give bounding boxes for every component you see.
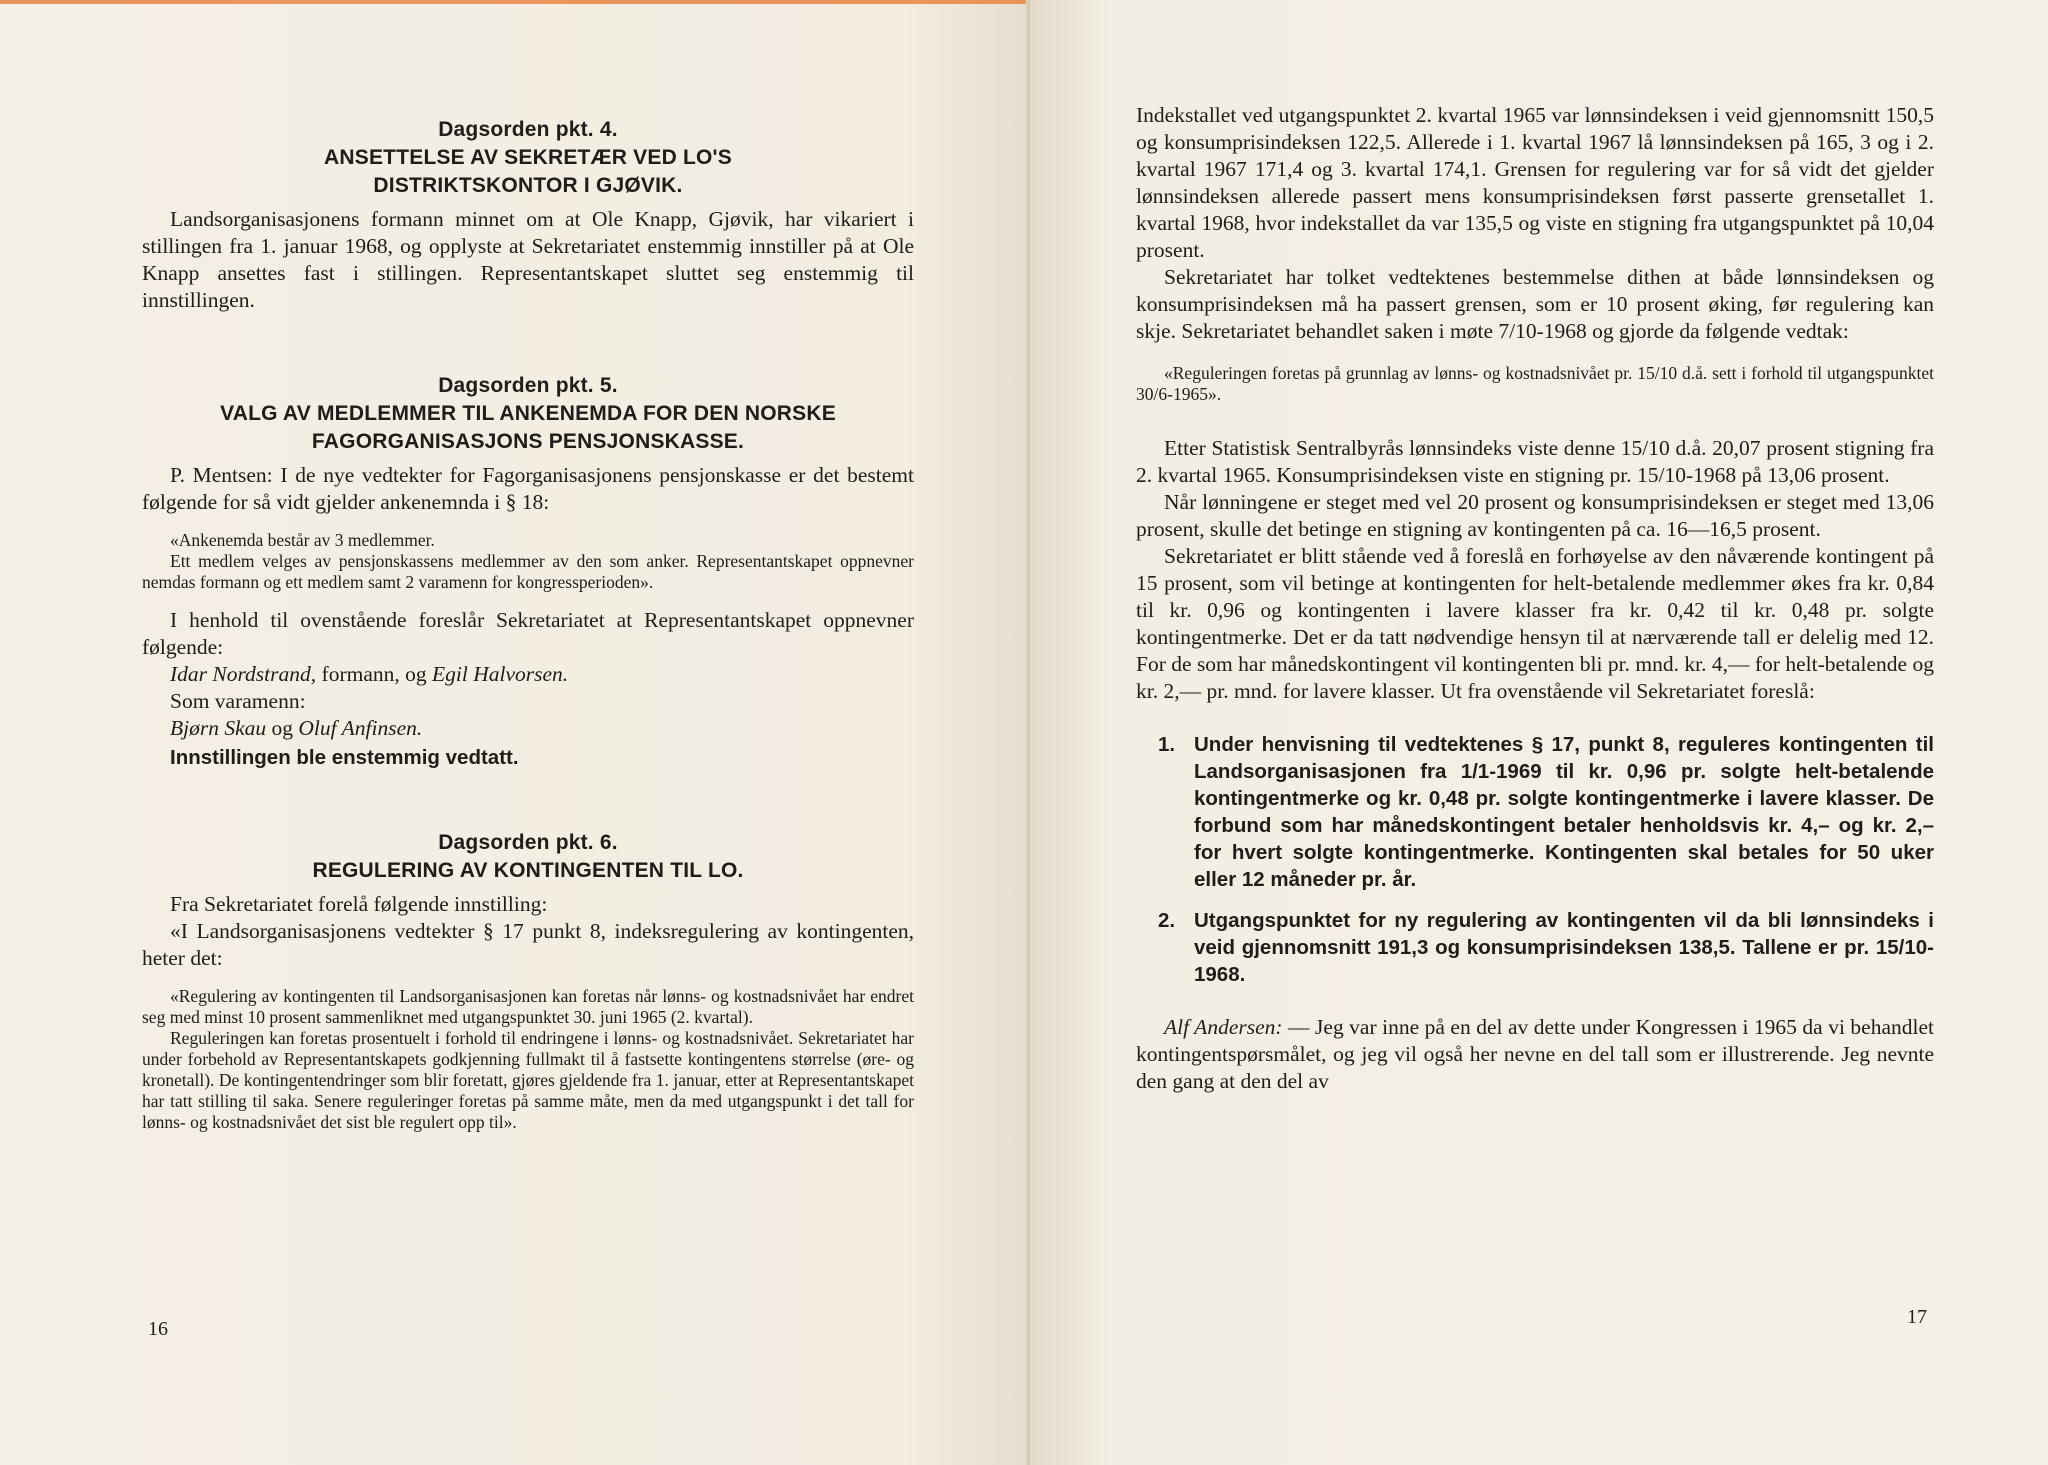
proposal-item [1136, 731, 1934, 893]
right-page [1030, 0, 2048, 1465]
quote-line: «Reguleringen foretas på grunnlag av lønns- og kostnadsnivået pr. 15/10 d.å. sett i forhold til utgangspunktet 30/6-1965». [1136, 363, 1934, 404]
proposal-text: Under henvisning til vedtektenes § 17, punkt 8, reguleres kontingenten til Landsorganisasjonen fra 1/1-1969 til kr. 0,96 pr. solgte helt-betalende kontingentmerke og kr. 0,48 pr. solgte kontingentmerke i lavere klasser. De forbund som har månedskontingent betaler henholdsvis kr. 4,– og kr. 2,– for hvert solgte kontingentmerke. Kontingenten skal betales for 50 uker eller 12 måneder pr. år. [1194, 733, 1934, 891]
substitute-name: Oluf Anfinsen. [298, 716, 423, 740]
statute-quote-ankenemda [142, 530, 914, 593]
agenda-item-6-intro: Fra Sekretariatet forelå følgende innstilling: [170, 892, 548, 916]
index-paragraph: Indekstallet ved utgangspunktet 2. kvartal 1965 var lønnsindeksen i veid gjennomsnitt 150,5 og konsumprisindeksen 122,5. Allerede i 1. kvartal 1967 lå lønnsindeksen på 165, 3 og i 2. kvartal 1967 171,4 og 3. kvartal 174,1. Grensen for regulering var for så vidt det gjelder lønnsindeksen allerede passert mens konsumprisindeksen først passerte grensetallet 1. kvartal 1968, hvor indekstallet da var 135,5 og viste en stigning fra utgangspunktet på 10,04 prosent. [1136, 103, 1934, 262]
decision-quote [1136, 363, 1934, 405]
agenda-item-4-label: Dagsorden pkt. 4. [438, 118, 618, 141]
agenda-item-4-paragraph: Landsorganisasjonens formann minnet om at Ole Knapp, Gjøvik, har vikariert i stillingen fra 1. januar 1968, og opplyste at Sekretariatet enstemmig innstiller på at Ole Knapp ansettes fast i stillingen. Representantskapet sluttet seg enstemmig til innstillingen. [142, 207, 914, 312]
quote-line: «Regulering av kontingenten til Landsorganisasjonen kan foretas når lønns- og kostnadsnivået har endret seg med minst 10 prosent sammenliknet med utgangspunktet 30. juni 1965 (2. kvartal). [142, 986, 914, 1027]
agenda-item-5-title-line-2: FAGORGANISASJONS PENSJONSKASSE. [311, 430, 745, 453]
statistics-paragraph: Etter Statistisk Sentralbyrås lønnsindeks viste denne 15/10 d.å. 20,07 prosent stigning fra 2. kvartal 1965. Konsumprisindeksen viste en stigning pr. 15/10-1968 på 13,06 prosent. [1136, 436, 1934, 487]
agenda-item-6-title: REGULERING AV KONTINGENTEN TIL LO. [312, 859, 744, 882]
appointees-line [142, 661, 914, 688]
agenda-item-4-title-line-1: ANSETTELSE AV SEKRETÆR VED LO'S [324, 146, 732, 169]
quote-line: Reguleringen kan foretas prosentuelt i forhold til endringene i lønns- og kostnadsnivået. Sekretariatet har under forbehold av Representantskapets godkjenning fullmakt til å fastsette kontingentens størrelse (øre- og kronetall). De kontingentendringer som blir foretatt, gjøres gjeldende fra 1. januar, etter at Representantskapet har tatt stilling til saka. Senere reguleringer foretas på samme måte, men da med utgangspunkt i det tall for lønns- og kostnadsnivået det sist ble regulert opp til». [142, 1028, 914, 1132]
agenda-item-5-title-line-1: VALG AV MEDLEMMER TIL ANKENEMDA FOR DEN NORSKE [220, 402, 836, 425]
substitutes-label: Som varamenn: [170, 689, 306, 713]
statute-quote-regulering [142, 986, 914, 1133]
substitute-name: Bjørn Skau [170, 716, 267, 740]
agenda-item-6-label: Dagsorden pkt. 6. [438, 831, 618, 854]
left-page-content [142, 116, 914, 1147]
substitutes-line: Bjørn Skau og Oluf Anfinsen. [170, 716, 423, 740]
proposal-number: 2. [1158, 909, 1176, 932]
agenda-item-4-title-line-2: DISTRIKTSKONTOR I GJØVIK. [373, 174, 683, 197]
appointee-role: formann, og [316, 662, 432, 686]
agenda-item-5-proposal: I henhold til ovenstående foreslår Sekretariatet at Representantskapet oppnevner følgende: [142, 608, 914, 659]
page-number-left: 16 [148, 1318, 168, 1340]
page-number-right: 17 [1907, 1306, 1927, 1328]
proposal-text: Utgangspunktet for ny regulering av kontingenten vil da bli lønnsindeks i veid gjennomsnitt 191,3 og konsumprisindeksen 138,5. Tallene er pr. 15/10-1968. [1194, 909, 1934, 986]
right-page-content [1136, 102, 1934, 1095]
appointee-name: Egil Halvorsen. [432, 662, 569, 686]
speaker-paragraph [1136, 1014, 1934, 1095]
proposal-number: 1. [1158, 733, 1176, 756]
quote-line: Ett medlem velges av pensjonskassens medlemmer av den som anker. Representantskapet oppnevner nemdas formann og ett medlem samt 2 varamenn for kongressperioden». [142, 551, 914, 592]
proposal-item [1136, 907, 1934, 988]
speaker-name: Alf Andersen: [1164, 1015, 1283, 1039]
appointee-name: Idar Nordstrand, [170, 662, 317, 686]
agenda-item-6-statute-intro: «I Landsorganisasjonens vedtekter § 17 punkt 8, indeksregulering av kontingenten, heter det: [142, 919, 914, 970]
quote-line: «Ankenemda består av 3 medlemmer. [170, 530, 435, 550]
proposal-list [1136, 731, 1934, 988]
proposal-paragraph: Sekretariatet er blitt stående ved å foreslå en forhøyelse av den nåværende kontingent på 15 prosent, som vil betinge at kontingenten for helt-betalende medlemmer økes fra kr. 0,84 til kr. 0,96 og kontingenten i lavere klasser fra kr. 0,42 til kr. 0,48 pr. solgte kontingentmerke. Det er da tatt nødvendige hensyn til at nærværende tall er delelig med 12. For de som har månedskontingent vil kontingenten bli pr. mnd. kr. 4,— for helt-betalende og kr. 2,— pr. mnd. for lavere klasser. Ut fra ovenstående vil Sekretariatet foreslå: [1136, 544, 1934, 703]
increase-paragraph: Når lønningene er steget med vel 20 prosent og konsumprisindeksen er steget med 13,06 prosent, skulle det betinge en stigning av kontingenten på ca. 16—16,5 prosent. [1136, 490, 1934, 541]
agenda-item-5-label: Dagsorden pkt. 5. [438, 374, 618, 397]
resolution-result: Innstillingen ble enstemmig vedtatt. [170, 746, 519, 769]
speaker-text: — Jeg var inne på en del av dette under Kongressen i 1965 da vi behandlet kontingentspørsmålet, og jeg vil også her nevne en del tall som er illustrerende. Jeg nevnte den gang at den del av [1136, 1015, 1934, 1093]
agenda-item-5-paragraph: P. Mentsen: I de nye vedtekter for Fagorganisasjonens pensjonskasse er det bestemt følgende for så vidt gjelder ankenemnda i § 18: [142, 463, 914, 514]
interpretation-paragraph: Sekretariatet har tolket vedtektenes bestemmelse dithen at både lønnsindeksen og konsumprisindeksen må ha passert grensen, som er 10 prosent øking, før regulering kan skje. Sekretariatet behandlet saken i møte 7/10-1968 og gjorde da følgende vedtak: [1136, 265, 1934, 343]
